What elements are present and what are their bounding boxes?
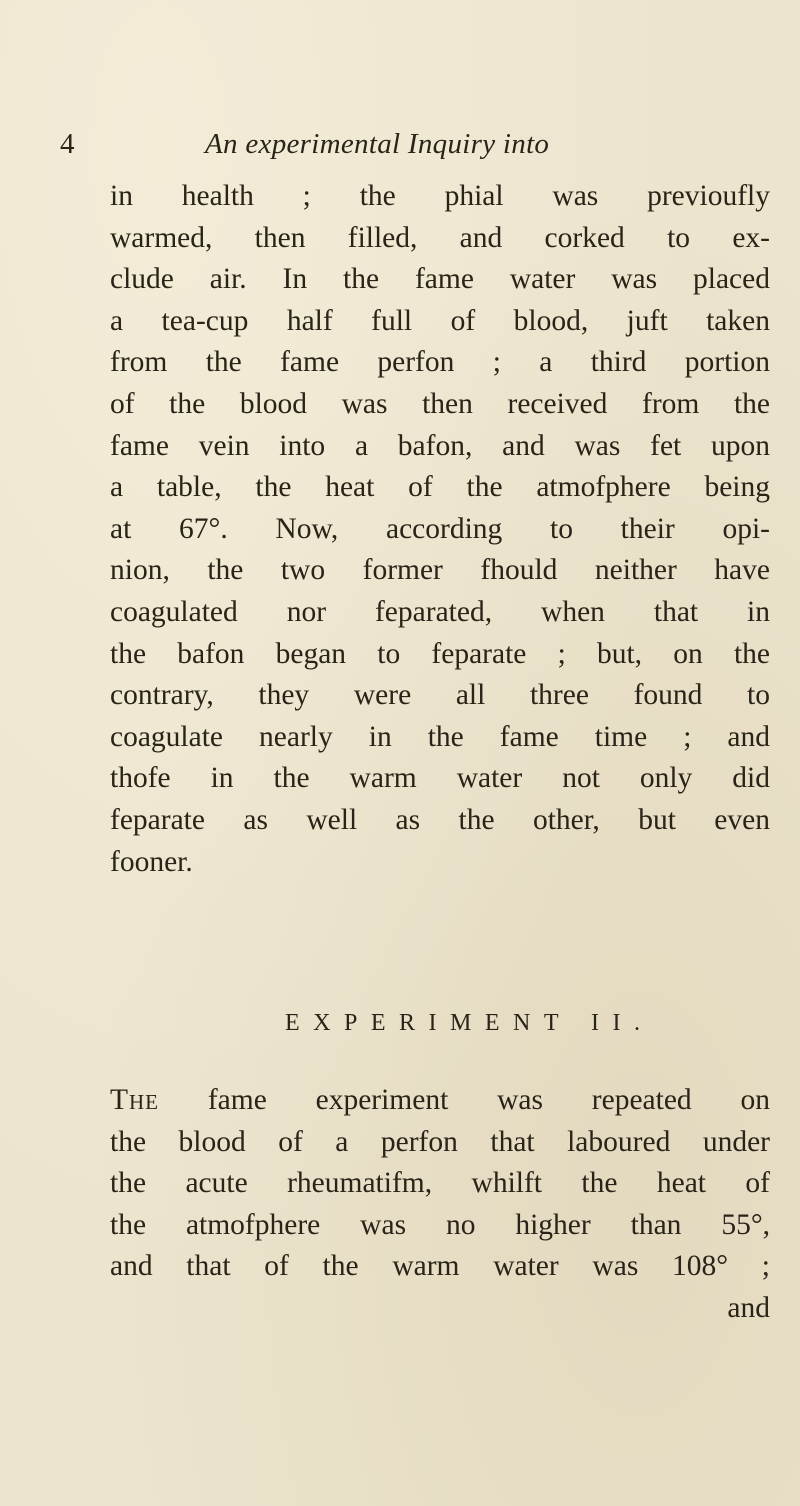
text-line: clude air. In the fame water was placed <box>110 263 770 296</box>
text-line: in health ; the phial was previoufly <box>110 180 770 212</box>
text-line: contrary, they were all three found to <box>110 679 770 712</box>
text-line: coagulate nearly in the fame time ; and <box>110 720 770 753</box>
section-heading: EXPERIMENT II. <box>285 1010 654 1036</box>
paragraph-1 <box>110 176 770 883</box>
running-head <box>60 128 760 172</box>
running-head-title: An experimental Inquiry into <box>205 128 550 160</box>
text-line: the atmofphere was no higher than 55°, <box>110 1208 770 1241</box>
text-line: fame vein into a bafon, and was fet upon <box>110 429 770 462</box>
text-line: a tea-cup half full of blood, juft taken <box>110 304 770 337</box>
catchword: and <box>727 1291 770 1324</box>
text-line: feparate as well as the other, but even <box>110 803 770 836</box>
text-line: from the fame perfon ; a third portion <box>110 346 770 379</box>
text-line: a table, the heat of the atmofphere being <box>110 471 770 504</box>
text-line: and that of the warm water was 108° ; <box>110 1250 770 1283</box>
page-number: 4 <box>60 128 75 160</box>
drop-word: The <box>110 1084 160 1116</box>
text-line: of the blood was then received from the <box>110 387 770 420</box>
text-line: coagulated nor feparated, when that in <box>110 595 770 628</box>
text-line: nion, the two former fhould neither have <box>110 554 770 587</box>
text-line-first <box>110 1080 770 1122</box>
text-line: thofe in the warm water not only did <box>110 762 770 795</box>
text-line: warmed, then filled, and corked to ex- <box>110 221 770 254</box>
text-line: at 67°. Now, according to their opi- <box>110 512 770 545</box>
text-line: the bafon began to feparate ; but, on the <box>110 637 770 670</box>
first-line-rest: fame experiment was repeated on <box>207 1084 770 1116</box>
text-line: the blood of a perfon that laboured under <box>110 1125 770 1158</box>
text-line: fooner. <box>110 845 193 878</box>
paragraph-2 <box>110 1080 770 1330</box>
text-line: the acute rheumatifm, whilft the heat of <box>110 1167 770 1200</box>
